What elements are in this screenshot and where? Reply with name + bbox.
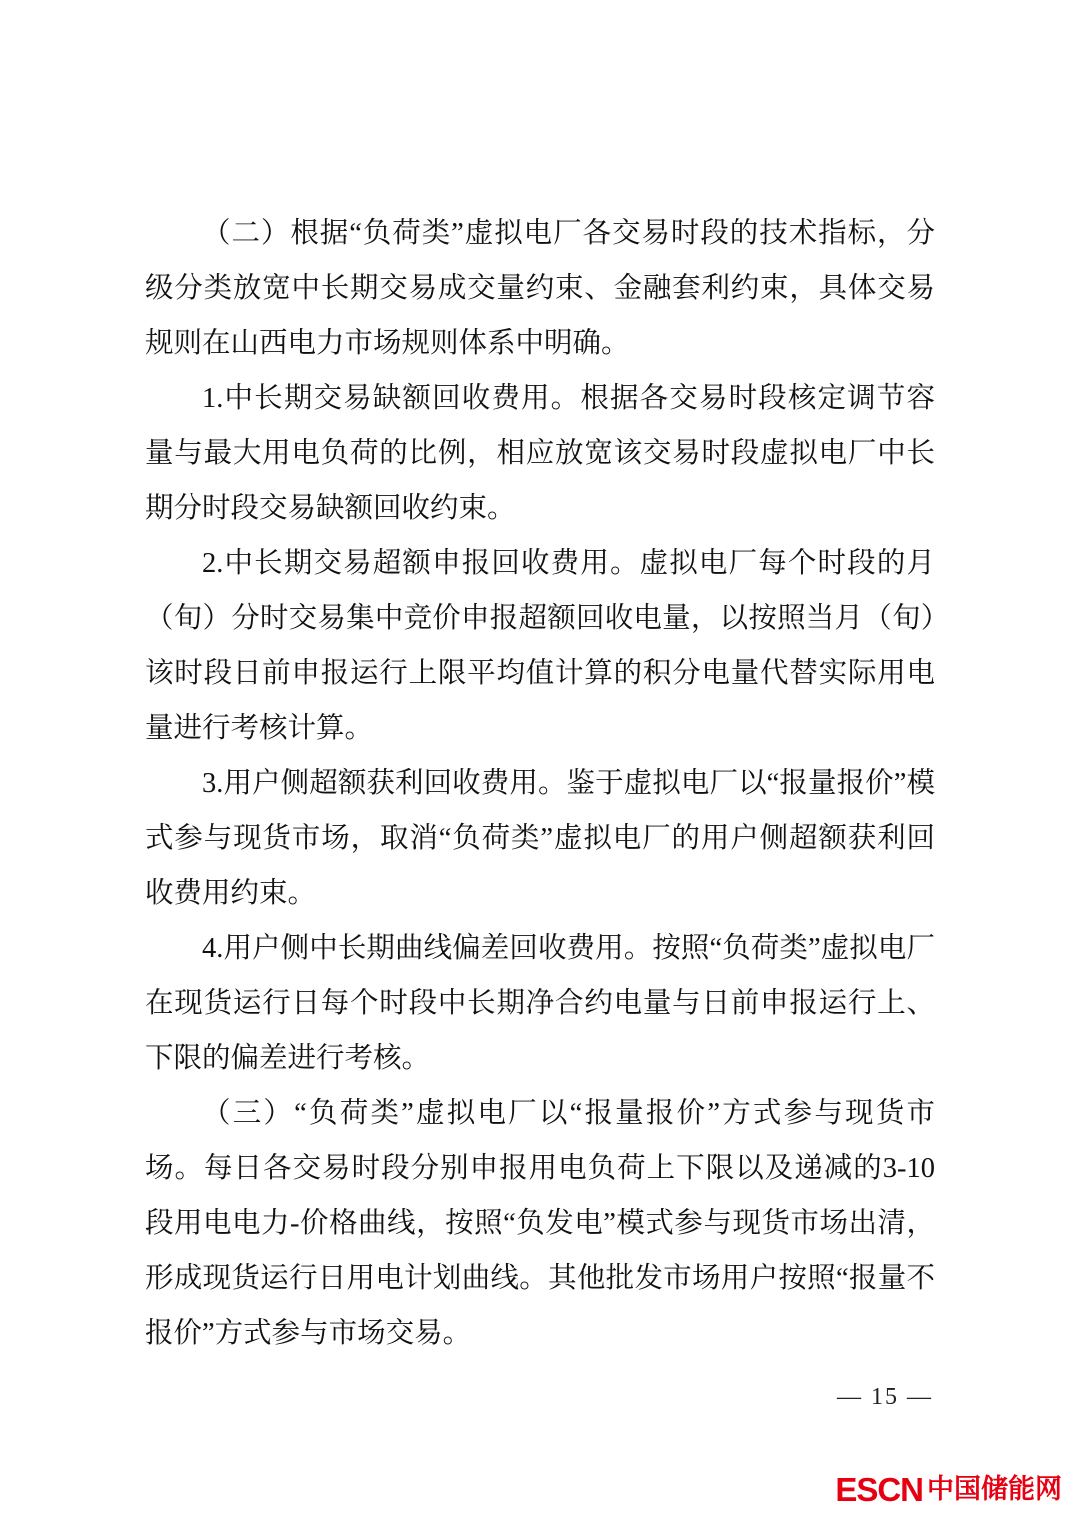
body-paragraph: 4.用户侧中长期曲线偏差回收费用。按照“负荷类”虚拟电厂在现货运行日每个时段中长期净合约电量与日前申报运行上、下限的偏差进行考核。 <box>145 933 935 1074</box>
escn-logo-cn-text: 中国储能网 <box>927 1474 1062 1504</box>
page-number: — 15 — <box>837 1384 933 1410</box>
escn-logo <box>835 1473 1062 1506</box>
body-paragraph: 3.用户侧超额获利回收费用。鉴于虚拟电厂以“报量报价”模式参与现货市场，取消“负荷类”虚拟电厂的用户侧超额获利回收费用约束。 <box>145 768 935 909</box>
body-paragraph: （三）“负荷类”虚拟电厂以“报量报价”方式参与现货市场。每日各交易时段分别申报用电负荷上下限以及递减的3-10段用电电力-价格曲线，按照“负发电”模式参与现货市场出清，形成现货运行日用电计划曲线。其他批发市场用户按照“报量不报价”方式参与市场交易。 <box>145 1098 935 1349</box>
document-body <box>145 206 935 1361</box>
body-paragraph: 2.中长期交易超额申报回收费用。虚拟电厂每个时段的月（旬）分时交易集中竞价申报超额回收电量，以按照当月（旬）该时段日前申报运行上限平均值计算的积分电量代替实际用电量进行考核计算。 <box>145 548 935 744</box>
body-paragraph: （二）根据“负荷类”虚拟电厂各交易时段的技术指标，分级分类放宽中长期交易成交量约束、金融套利约束，具体交易规则在山西电力市场规则体系中明确。 <box>145 218 935 359</box>
escn-logo-en-text: ESCN <box>835 1471 923 1508</box>
body-paragraph: 1.中长期交易缺额回收费用。根据各交易时段核定调节容量与最大用电负荷的比例，相应放宽该交易时段虚拟电厂中长期分时段交易缺额回收约束。 <box>145 383 935 524</box>
